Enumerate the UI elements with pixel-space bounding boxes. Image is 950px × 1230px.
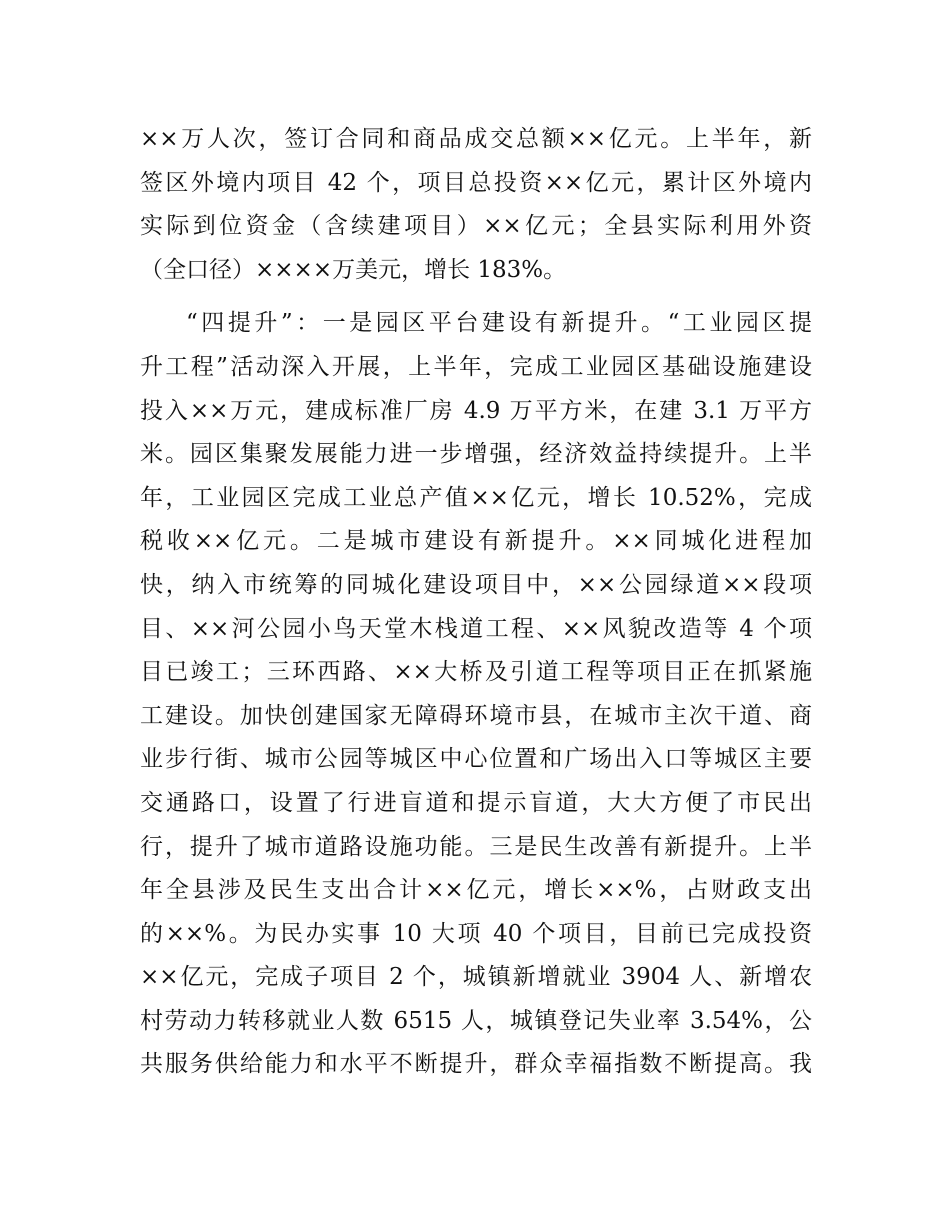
text-line: 年全县涉及民生支出合计××亿元，增长××%，占财政支出: [140, 877, 812, 904]
text-line: 快，纳入市统筹的同城化建设项目中，××公园绿道××段项: [140, 571, 812, 598]
paragraph: [140, 302, 812, 1087]
text-line: 税收××亿元。二是城市建设有新提升。××同城化进程加: [140, 528, 812, 555]
text-line: 的××%。为民办实事 10 大项 40 个项目，目前已完成投资: [140, 920, 812, 947]
text-line: 村劳动力转移就业人数 6515 人，城镇登记失业率 3.54%，公: [140, 1007, 812, 1034]
text-line: 行，提升了城市道路设施功能。三是民生改善有新提升。上半: [140, 833, 812, 860]
text-line: 米。园区集聚发展能力进一步增强，经济效益持续提升。上半: [140, 441, 812, 468]
paragraph-spacer: [140, 292, 812, 302]
text-line: ××万人次，签订合同和商品成交总额××亿元。上半年，新: [140, 126, 812, 152]
text-line: 交通路口，设置了行进盲道和提示盲道，大大方便了市民出: [140, 789, 812, 816]
text-line: 投入××万元，建成标准厂房 4.9 万平方米，在建 3.1 万平方: [140, 397, 812, 424]
text-line: 目已竣工；三环西路、××大桥及引道工程等项目正在抓紧施: [140, 659, 812, 686]
text-line: 目、××河公园小鸟天堂木栈道工程、××风貌改造等 4 个项: [140, 615, 812, 642]
text-line: 业步行街、城市公园等城区中心位置和广场出入口等城区主要: [140, 746, 812, 773]
text-line: 实际到位资金（含续建项目）××亿元；全县实际利用外资: [140, 213, 812, 240]
text-line: 共服务供给能力和水平不断提升，群众幸福指数不断提高。我: [140, 1051, 812, 1078]
text-line: ××亿元，完成子项目 2 个，城镇新增就业 3904 人、新增农: [140, 964, 812, 991]
text-line: （全口径）××××万美元，增长 183%。: [140, 256, 567, 283]
paragraph: [140, 118, 812, 292]
text-line: “四提升”：一是园区平台建设有新提升。“工业园区提: [186, 310, 812, 337]
text-line: 工建设。加快创建国家无障碍环境市县，在城市主次干道、商: [140, 702, 812, 729]
text-line: 签区外境内项目 42 个，项目总投资××亿元，累计区外境内: [140, 169, 812, 196]
text-line: 升工程”活动深入开展，上半年，完成工业园区基础设施建设: [140, 353, 812, 380]
text-line: 年，工业园区完成工业总产值××亿元，增长 10.52%，完成: [140, 484, 812, 511]
body-text: [140, 118, 812, 1087]
